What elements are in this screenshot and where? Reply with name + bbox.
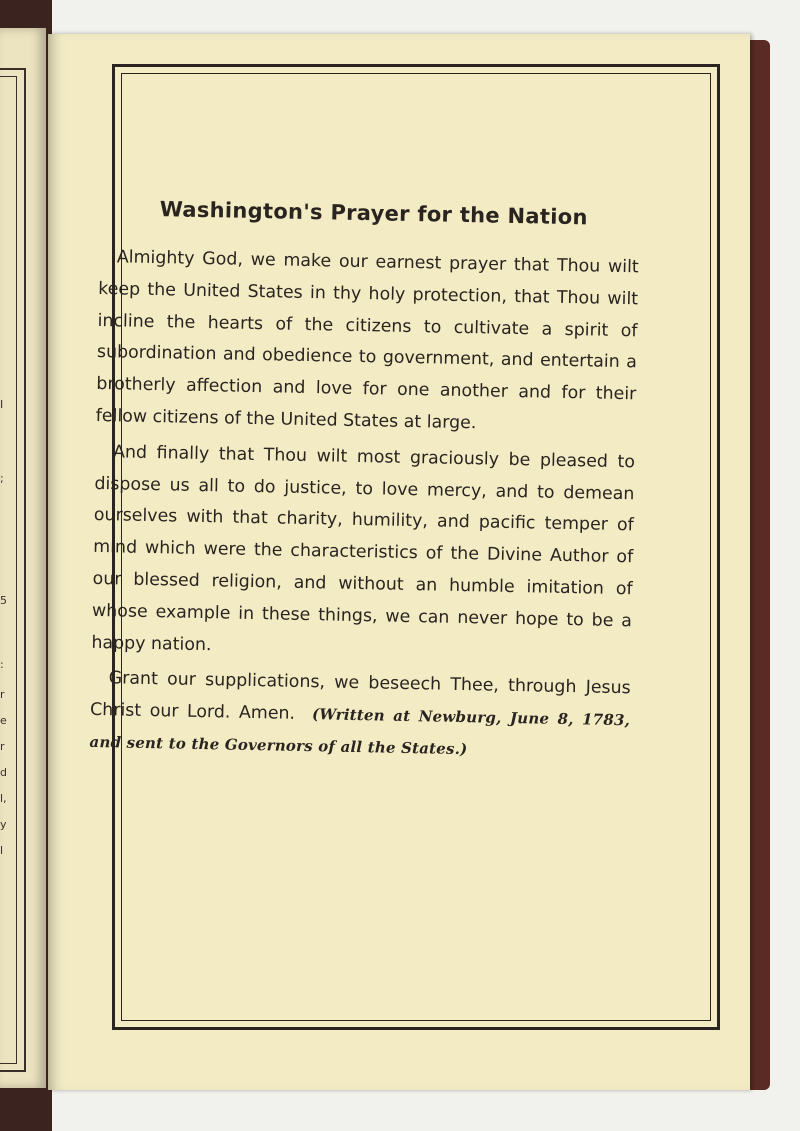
- fragment: l,: [0, 792, 7, 805]
- fragment: ;: [0, 472, 4, 485]
- fragment: y: [0, 818, 7, 831]
- fragment: I: [0, 398, 4, 411]
- fragment: l: [0, 844, 4, 857]
- paragraph: Almighty God, we make our earnest prayer that Thou wilt keep the United States in thy holy protection, that Thou wilt incline the hearts of the citizens to cultivate a spirit of subordination and obedience to government, and entertain a brotherly affection and love for one another and for their fellow citizens of the United States at large.: [95, 247, 639, 434]
- previous-page-edge: [0, 28, 46, 1088]
- previous-page-text-fragments: [0, 28, 10, 1088]
- citation-note: (Written at Newburg, June 8, 1783, and sent to the Governors of all the States.): [89, 705, 631, 759]
- fragment: d: [0, 766, 7, 779]
- fragment: :: [0, 658, 4, 671]
- paragraph: And finally that Thou wilt most graciously be pleased to dispose us all to do justice, to love mercy, and to demean ourselves with that charity, humility, and pacific temper of mind which were the characteristics of the Divine Author of our blessed religion, and without an humble imitation of whose example in these things, we can never hope to be a happy nation.: [91, 442, 636, 655]
- prayer-text-block: [89, 196, 640, 773]
- fragment: r: [0, 688, 5, 701]
- fragment: r: [0, 740, 5, 753]
- closing-paragraph: [89, 663, 631, 769]
- page-title: Washington's Prayer for the Nation: [159, 197, 588, 230]
- fragment: e: [0, 714, 7, 727]
- closing-text: Grant our supplications, we beseech Thee, through Jesus Christ our Lord. Amen.: [89, 668, 631, 724]
- fragment: 5: [0, 594, 7, 607]
